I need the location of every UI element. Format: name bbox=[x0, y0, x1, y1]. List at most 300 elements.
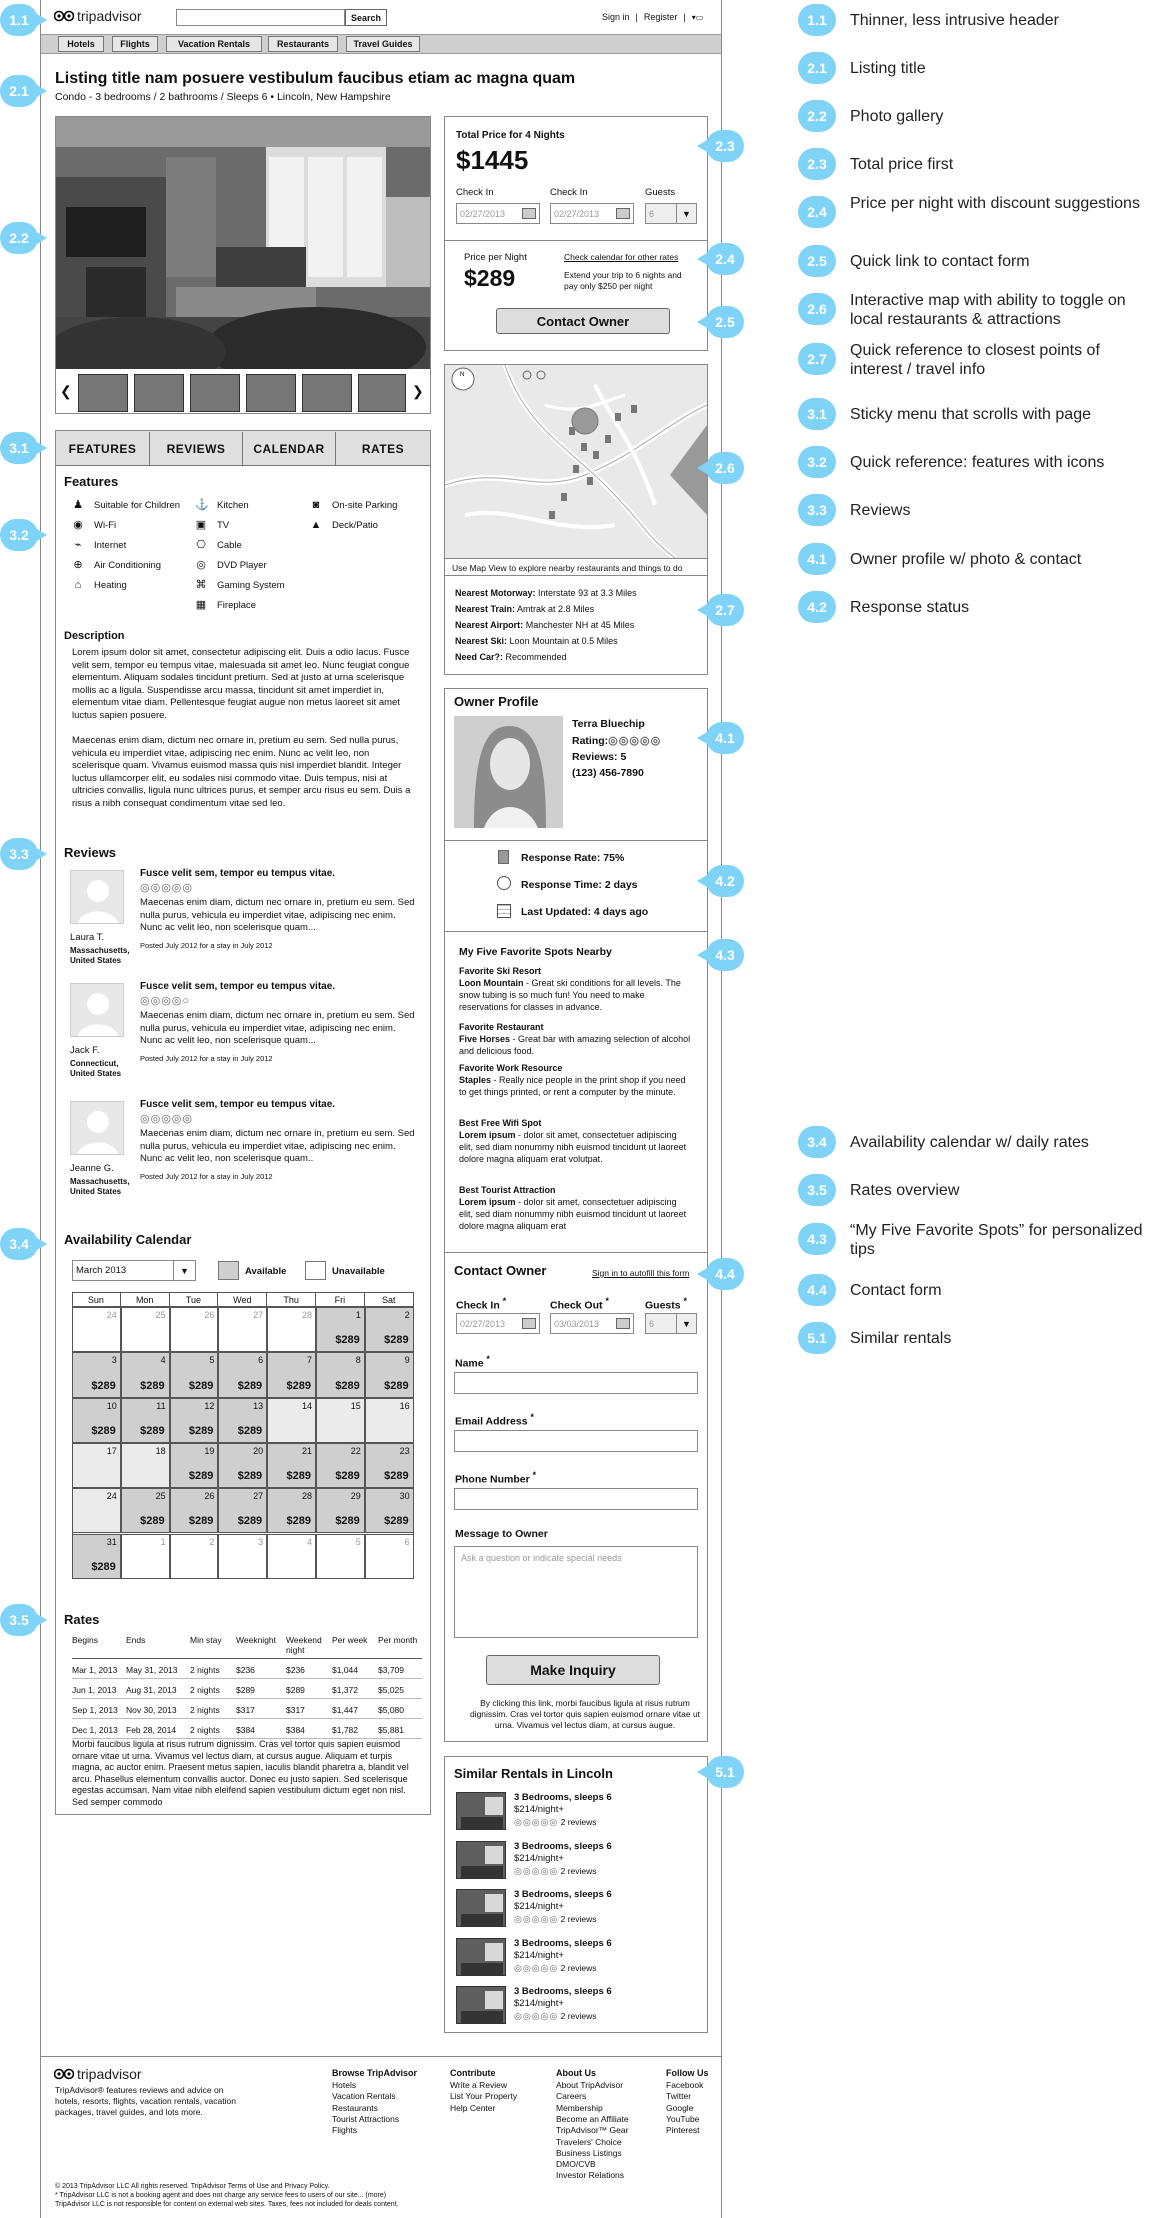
calendar-icon[interactable] bbox=[616, 1318, 630, 1329]
description-title: Description bbox=[64, 630, 125, 642]
footer-link[interactable]: Twitter bbox=[666, 2091, 692, 2102]
similar-rating bbox=[514, 1817, 597, 1828]
calendar-day[interactable] bbox=[170, 1398, 219, 1443]
footer-link[interactable]: TripAdvisor™ Gear bbox=[556, 2125, 629, 2136]
feature-item bbox=[195, 518, 229, 532]
legend-text: Similar rentals bbox=[850, 1330, 952, 1347]
day-rate: $289 bbox=[188, 1379, 214, 1392]
divider bbox=[445, 558, 707, 559]
callout-badge: 2.3 bbox=[706, 130, 744, 162]
legal-line: © 2013 TripAdvisor LLC All rights reserved. TripAdvisor Terms of Use and Privacy Policy. bbox=[55, 2183, 330, 2190]
search-input[interactable] bbox=[176, 9, 345, 26]
legend-text: Price per night with discount suggestions bbox=[850, 195, 1140, 212]
day-rate: $289 bbox=[384, 1334, 409, 1347]
rates-row bbox=[72, 1659, 422, 1679]
footer-link[interactable]: Hotels bbox=[332, 2080, 357, 2090]
calendar-day[interactable] bbox=[267, 1352, 316, 1397]
feature-label: Gaming System bbox=[217, 579, 285, 591]
contact-checkout-input[interactable]: 03/03/2013 bbox=[550, 1313, 634, 1334]
gallery-thumb[interactable] bbox=[246, 374, 296, 412]
calendar-day[interactable] bbox=[218, 1398, 267, 1443]
rates-cell: May 31, 2013 bbox=[126, 1665, 178, 1675]
day-number: 4 bbox=[160, 1355, 166, 1366]
similar-stars: ◎◎◎◎◎ bbox=[514, 1914, 559, 1924]
calendar-day[interactable] bbox=[365, 1488, 414, 1533]
calendar-day[interactable] bbox=[267, 1534, 316, 1579]
rates-column-header: Weekend night bbox=[286, 1635, 322, 1655]
calendar-day[interactable] bbox=[316, 1352, 365, 1397]
name-field[interactable] bbox=[454, 1372, 698, 1394]
calendar-icon bbox=[497, 904, 511, 918]
dvd-icon: ◎ bbox=[196, 559, 206, 571]
nav-vacation-rentals[interactable]: Vacation Rentals bbox=[166, 36, 262, 52]
similar-thumb[interactable] bbox=[456, 1841, 506, 1879]
legend-badge: 4.3 bbox=[798, 1223, 836, 1255]
feature-label: Fireplace bbox=[217, 599, 257, 611]
logo[interactable] bbox=[54, 8, 142, 24]
footer-link[interactable]: Pinterest bbox=[666, 2125, 700, 2136]
tab-reviews[interactable]: REVIEWS bbox=[150, 432, 243, 466]
calendar-day[interactable] bbox=[365, 1398, 414, 1443]
review-headline[interactable]: Fusce velit sem, tempor eu tempus vitae. bbox=[140, 868, 336, 879]
callout-badge: 2.5 bbox=[706, 306, 744, 338]
rates-column-header: Per month bbox=[378, 1635, 418, 1645]
day-rate: $289 bbox=[91, 1424, 116, 1437]
guests-select[interactable]: 6 ▼ bbox=[645, 203, 697, 224]
register-link[interactable]: Register bbox=[643, 12, 678, 22]
feature-label: Deck/Patio bbox=[332, 519, 378, 531]
similar-thumb[interactable] bbox=[456, 1889, 506, 1927]
callout-badge: 4.1 bbox=[706, 722, 744, 754]
calendar-day[interactable] bbox=[121, 1398, 170, 1443]
day-rate: $289 bbox=[286, 1515, 311, 1528]
gallery-thumb[interactable] bbox=[302, 374, 352, 412]
calendar-day[interactable] bbox=[170, 1352, 219, 1397]
calendar-day[interactable] bbox=[121, 1443, 170, 1488]
map-view[interactable] bbox=[445, 365, 707, 558]
day-number: 10 bbox=[106, 1400, 117, 1411]
footer-link[interactable]: YouTube bbox=[666, 2113, 700, 2124]
calendar-day[interactable] bbox=[316, 1307, 365, 1352]
calendar-day[interactable] bbox=[218, 1352, 267, 1397]
feature-item bbox=[310, 498, 397, 512]
footer-link[interactable]: Restaurants bbox=[332, 2102, 378, 2113]
contact-title: Contact Owner bbox=[454, 1263, 547, 1278]
calendar-icon[interactable] bbox=[522, 208, 536, 219]
calendar-day[interactable] bbox=[316, 1398, 365, 1443]
similar-thumb[interactable] bbox=[456, 1986, 506, 2024]
spot-name: Five Horses bbox=[459, 1034, 511, 1044]
review-posted: Posted July 2012 for a stay in July 2012 bbox=[140, 941, 273, 950]
calendar-day[interactable] bbox=[170, 1488, 219, 1533]
day-number: 6 bbox=[404, 1536, 410, 1547]
calendar-day[interactable] bbox=[316, 1488, 365, 1533]
checkout-date-input[interactable]: 02/27/2013 bbox=[550, 203, 634, 224]
spot-name: Lorem ipsum bbox=[459, 1130, 516, 1140]
message-textarea[interactable]: Ask a question or indicate special needs bbox=[454, 1546, 698, 1638]
calendar-day[interactable] bbox=[316, 1534, 365, 1579]
nearest-label: Nearest Airport: bbox=[455, 620, 524, 630]
nearest-item bbox=[455, 604, 594, 614]
gallery-thumb[interactable] bbox=[134, 374, 184, 412]
rates-row bbox=[72, 1679, 422, 1699]
day-number: 11 bbox=[156, 1400, 166, 1411]
footer-link[interactable]: Facebook bbox=[666, 2080, 704, 2090]
feature-label: Heating bbox=[94, 579, 127, 591]
thermometer-icon: ⊕ bbox=[73, 559, 83, 571]
spot-category: Favorite Work Resource bbox=[459, 1063, 563, 1073]
calendar-day[interactable] bbox=[72, 1534, 121, 1579]
footer-link[interactable]: Vacation Rentals bbox=[332, 2091, 396, 2102]
footer-logo[interactable] bbox=[54, 2066, 142, 2082]
similar-rating bbox=[514, 1914, 597, 1925]
rates-cell: $236 bbox=[236, 1665, 255, 1675]
feature-item bbox=[72, 538, 126, 552]
map-caption: Use Map View to explore nearby restaurants and things to do bbox=[452, 563, 683, 573]
nav-travel-guides[interactable]: Travel Guides bbox=[346, 36, 420, 52]
calendar-day[interactable] bbox=[218, 1307, 267, 1352]
contact-owner-button[interactable]: Contact Owner bbox=[496, 308, 670, 334]
calendar-day[interactable] bbox=[267, 1307, 316, 1352]
callout-badge: 3.2 bbox=[0, 519, 38, 551]
calendar-day[interactable] bbox=[72, 1398, 121, 1443]
legend-badge: 2.5 bbox=[798, 245, 836, 277]
day-rate: $289 bbox=[237, 1424, 263, 1437]
legend-text: Quick link to contact form bbox=[850, 253, 1030, 270]
feature-label: Wi-Fi bbox=[94, 519, 117, 531]
autofill-link[interactable]: Sign in to autofill this form bbox=[592, 1268, 690, 1278]
rates-cell: Mar 1, 2013 bbox=[72, 1665, 118, 1675]
similar-title-link[interactable]: 3 Bedrooms, sleeps 6 bbox=[514, 1986, 612, 1997]
sign-in-link[interactable]: Sign in bbox=[602, 12, 630, 22]
gallery-next-icon[interactable]: ❯ bbox=[412, 383, 424, 399]
search-button[interactable]: Search bbox=[345, 9, 387, 26]
reviewer-name: Jack F. bbox=[70, 1045, 100, 1056]
calendar-day[interactable] bbox=[365, 1352, 414, 1397]
owner-title: Owner Profile bbox=[454, 694, 539, 709]
tab-rates[interactable]: RATES bbox=[361, 442, 405, 456]
legend-badge: 2.7 bbox=[798, 343, 836, 375]
calendar-day[interactable] bbox=[218, 1443, 267, 1488]
contact-checkin-input[interactable]: 02/27/2013 bbox=[456, 1313, 540, 1334]
footer-column-head: About Us bbox=[556, 2068, 596, 2078]
gaming-icon: ⌘ bbox=[195, 579, 207, 591]
callout-badge: 2.6 bbox=[706, 452, 744, 484]
day-number: 7 bbox=[306, 1355, 312, 1366]
day-number: 27 bbox=[253, 1491, 264, 1502]
phone-field[interactable] bbox=[454, 1488, 698, 1510]
review-posted: Posted July 2012 for a stay in July 2012 bbox=[140, 1054, 273, 1063]
wifi-icon: ◉ bbox=[73, 519, 83, 531]
spot-description: - Really nice people in the print shop if you need to get things printed, or rent a computer by the minute. bbox=[459, 1075, 686, 1097]
spot-text bbox=[459, 978, 691, 1013]
calendar-day[interactable] bbox=[316, 1443, 365, 1488]
footer-link[interactable]: Travelers' Choice bbox=[556, 2136, 622, 2147]
guests-label: Guests bbox=[645, 187, 676, 198]
similar-title-link[interactable]: 3 Bedrooms, sleeps 6 bbox=[514, 1937, 612, 1949]
features-title: Features bbox=[64, 474, 119, 489]
day-number: 1 bbox=[355, 1310, 361, 1320]
day-number: 13 bbox=[253, 1400, 264, 1411]
legend-badge: 2.4 bbox=[798, 196, 836, 228]
legal-line: TripAdvisor LLC is not responsible for content on external web sites. Taxes, fees not included for deals content. bbox=[55, 2201, 399, 2208]
calendar-day[interactable] bbox=[121, 1488, 170, 1533]
day-number: 20 bbox=[253, 1445, 264, 1456]
chevron-down-icon: ▼ bbox=[173, 1261, 195, 1280]
day-rate: $289 bbox=[335, 1470, 360, 1483]
footer-logo-text: tripadvisor bbox=[77, 2066, 142, 2082]
legend-text: Owner profile w/ photo & contact bbox=[850, 551, 1082, 568]
day-number: 16 bbox=[399, 1400, 410, 1411]
calendar-icon[interactable] bbox=[616, 208, 630, 219]
review-stars: ◎◎◎◎○ bbox=[140, 995, 191, 1007]
footer-link[interactable]: About TripAdvisor bbox=[556, 2080, 624, 2090]
unavailable-swatch bbox=[305, 1261, 326, 1280]
legend-badge: 2.3 bbox=[798, 148, 836, 180]
rates-column-header: Per week bbox=[332, 1635, 368, 1645]
footer-link[interactable]: List Your Property bbox=[450, 2091, 518, 2102]
calendar-day[interactable] bbox=[267, 1398, 316, 1443]
day-number: 25 bbox=[155, 1310, 166, 1320]
month-select[interactable]: March 2013 ▼ bbox=[72, 1260, 196, 1281]
feature-item bbox=[195, 578, 285, 592]
legend-badge: 3.4 bbox=[798, 1126, 836, 1158]
chevron-down-icon: ▼ bbox=[676, 204, 696, 223]
footer-link[interactable]: Tourist Attractions bbox=[332, 2113, 400, 2124]
footer-blurb: TripAdvisor® features reviews and advice on hotels, resorts, flights, vacation rentals, vacation packages, travel guides, and lots more. bbox=[55, 2085, 236, 2117]
day-number: 27 bbox=[253, 1310, 264, 1320]
reviews-title: Reviews bbox=[64, 845, 117, 860]
similar-title-link[interactable]: 3 Bedrooms, sleeps 6 bbox=[514, 1840, 612, 1852]
tab-features[interactable]: FEATURES bbox=[56, 432, 150, 466]
email-field[interactable] bbox=[454, 1430, 698, 1452]
owner-reviews: Reviews: 5 bbox=[572, 751, 627, 763]
footer-link[interactable]: Flights bbox=[332, 2125, 358, 2136]
feature-item bbox=[72, 518, 116, 532]
calendar-day[interactable] bbox=[218, 1488, 267, 1533]
footer-link[interactable]: DMO/CVB bbox=[556, 2159, 596, 2170]
rates-cell: Feb 28, 2014 bbox=[126, 1725, 177, 1735]
similar-stars: ◎◎◎◎◎ bbox=[514, 1962, 559, 1973]
day-number: 26 bbox=[204, 1491, 215, 1502]
rates-row bbox=[72, 1719, 422, 1739]
calendar-title: Availability Calendar bbox=[64, 1232, 192, 1247]
rates-cell: Jun 1, 2013 bbox=[72, 1685, 117, 1695]
legal-line: * TripAdvisor LLC is not a booking agent and does not charge any service fees to users of our site... (more) bbox=[55, 2192, 387, 2199]
listing-title: Listing title nam posuere vestibulum faucibus etiam ac magna quam bbox=[55, 70, 576, 87]
day-number: 23 bbox=[399, 1445, 410, 1456]
day-rate: $289 bbox=[384, 1515, 409, 1528]
svg-text:N: N bbox=[460, 372, 465, 378]
reviewer-avatar bbox=[70, 983, 124, 1037]
day-number: 28 bbox=[301, 1310, 312, 1320]
day-rate: $289 bbox=[335, 1379, 360, 1392]
legend-text: Quick reference: features with icons bbox=[850, 454, 1105, 471]
calendar-weekday: Mon bbox=[121, 1293, 170, 1307]
spots-title: My Five Favorite Spots Nearby bbox=[459, 946, 612, 958]
legend-text: Listing title bbox=[850, 60, 926, 77]
owner-name: Terra Bluechip bbox=[572, 718, 645, 730]
total-label: Total Price for 4 Nights bbox=[456, 130, 565, 141]
tab-calendar[interactable]: CALENDAR bbox=[243, 432, 336, 466]
owner-phone: (123) 456-7890 bbox=[572, 767, 644, 779]
review-stars: ◎◎◎◎◎ bbox=[140, 1113, 193, 1125]
name-label: Name bbox=[455, 1357, 484, 1370]
email-label: Email Address bbox=[455, 1415, 528, 1428]
calendar-day[interactable] bbox=[170, 1443, 219, 1488]
response-rate-icon bbox=[498, 850, 509, 864]
day-number: 19 bbox=[204, 1445, 215, 1456]
checkin-date-input[interactable]: 02/27/2013 bbox=[456, 203, 540, 224]
day-number: 12 bbox=[204, 1400, 215, 1411]
similar-thumb[interactable] bbox=[456, 1938, 506, 1976]
tv-icon: ▣ bbox=[195, 519, 207, 531]
clock-icon bbox=[497, 876, 511, 890]
divider bbox=[445, 931, 707, 932]
day-number: 31 bbox=[106, 1536, 117, 1547]
contact-disclaimer: By clicking this link, morbi faucibus ligula at risus rutrum dignissim. Cras vel tortor quis sapien euismod ornare vitae ut urna. Vivamus vel lectus diam, at cursus augue. bbox=[469, 1698, 701, 1730]
divider bbox=[445, 240, 707, 241]
calendar-weekday: Thu bbox=[267, 1293, 316, 1307]
footer-link[interactable]: Become an Affiliate bbox=[556, 2113, 629, 2124]
footer-link[interactable]: Business Listings bbox=[556, 2147, 622, 2158]
feature-item bbox=[195, 498, 249, 512]
calendar-day[interactable] bbox=[121, 1352, 170, 1397]
calendar-day[interactable] bbox=[365, 1443, 414, 1488]
rates-cell: $3,709 bbox=[378, 1665, 404, 1675]
footer-link[interactable]: Careers bbox=[556, 2091, 587, 2102]
calendar-day[interactable] bbox=[170, 1534, 219, 1579]
calendar-day[interactable] bbox=[72, 1488, 121, 1533]
day-number: 26 bbox=[204, 1310, 215, 1320]
response-rate: Response Rate: 75% bbox=[521, 852, 625, 864]
footer-link[interactable]: Membership bbox=[556, 2102, 603, 2113]
feature-item bbox=[195, 598, 256, 612]
checkin-label: Check In bbox=[456, 187, 494, 198]
reviewer-avatar bbox=[70, 1101, 124, 1155]
feature-label: Air Conditioning bbox=[94, 559, 162, 571]
calendar-day[interactable] bbox=[365, 1307, 414, 1352]
spot-name: Loon Mountain bbox=[459, 978, 524, 988]
callout-badge: 3.4 bbox=[0, 1228, 38, 1260]
calendar-day[interactable] bbox=[267, 1443, 316, 1488]
day-rate: $289 bbox=[237, 1515, 263, 1528]
day-number: 1 bbox=[160, 1536, 166, 1547]
flag-dropdown-icon[interactable]: ▾▭ bbox=[691, 12, 704, 22]
gallery-prev-icon[interactable]: ❮ bbox=[60, 383, 72, 399]
legend-badge: 4.2 bbox=[798, 591, 836, 623]
day-rate: $289 bbox=[237, 1470, 263, 1483]
day-number: 3 bbox=[111, 1355, 117, 1366]
calendar-day[interactable] bbox=[218, 1534, 267, 1579]
similar-title-link[interactable]: 3 Bedrooms, sleeps 6 bbox=[514, 1889, 612, 1900]
feature-item bbox=[195, 538, 242, 552]
day-number: 9 bbox=[404, 1355, 410, 1366]
callout-badge: 3.5 bbox=[0, 1604, 38, 1636]
footer-link[interactable]: Investor Relations bbox=[556, 2170, 625, 2181]
rates-cell: $5,080 bbox=[378, 1705, 404, 1715]
internet-icon: ⌁ bbox=[74, 539, 82, 551]
divider bbox=[41, 2056, 721, 2057]
similar-thumb[interactable] bbox=[456, 1792, 506, 1830]
gallery-thumb[interactable] bbox=[358, 374, 406, 412]
review-body: Maecenas enim diam, dictum nec ornare in, pretium eu sem. Sed nulla purus, vehicula eu imperdiet vitae, adipiscing nec enim. Nunc ac velit leo, non scelerisque quam.. bbox=[140, 1128, 415, 1164]
legend-badge: 3.1 bbox=[798, 398, 836, 430]
calendar-weekday: Wed bbox=[218, 1293, 267, 1307]
calendar-day[interactable] bbox=[121, 1534, 170, 1579]
footer-column-head: Contribute bbox=[450, 2068, 496, 2078]
make-inquiry-button[interactable]: Make Inquiry bbox=[486, 1655, 660, 1685]
gallery-thumb[interactable] bbox=[190, 374, 240, 412]
similar-stars: ◎◎◎◎◎ bbox=[514, 1817, 559, 1827]
calendar-day[interactable] bbox=[267, 1488, 316, 1533]
feature-label: Cable bbox=[217, 539, 242, 551]
gallery-thumb[interactable] bbox=[78, 374, 128, 412]
calendar-day[interactable] bbox=[170, 1307, 219, 1352]
footer-link[interactable]: Write a Review bbox=[450, 2080, 507, 2090]
similar-title-link[interactable]: 3 Bedrooms, sleeps 6 bbox=[514, 1792, 612, 1803]
similar-reviews: 2 reviews bbox=[560, 2011, 597, 2021]
calendar-day[interactable] bbox=[121, 1307, 170, 1352]
footer-link[interactable]: Help Center bbox=[450, 2102, 496, 2113]
review-headline[interactable]: Fusce velit sem, tempor eu tempus vitae. bbox=[140, 1099, 336, 1110]
calendar-day[interactable] bbox=[365, 1534, 414, 1579]
available-label: Available bbox=[245, 1266, 287, 1277]
rates-cell: 2 nights bbox=[190, 1725, 220, 1735]
calendar-icon[interactable] bbox=[522, 1318, 536, 1329]
day-rate: $289 bbox=[335, 1515, 360, 1528]
review-headline[interactable]: Fusce velit sem, tempor eu tempus vitae. bbox=[140, 981, 336, 992]
spot-category: Best Tourist Attraction bbox=[459, 1185, 556, 1195]
day-rate: $289 bbox=[335, 1334, 360, 1347]
calendar-weekday: Tue bbox=[170, 1293, 219, 1307]
footer-link[interactable]: Google bbox=[666, 2102, 694, 2113]
spot-description: - dolor sit amet, consectetuer adipiscing elit, sed diam nonummy nibh euismod tincidunt ut laoreet dolore magna aliquam erat volutpat. bbox=[459, 1130, 687, 1164]
calendar-day[interactable] bbox=[72, 1352, 121, 1397]
rates-row bbox=[72, 1699, 422, 1719]
legend-text: Reviews bbox=[850, 502, 911, 519]
reviewer-name: Laura T. bbox=[70, 932, 105, 943]
contact-checkout-label: Check Out bbox=[550, 1299, 603, 1312]
rates-cell: $236 bbox=[286, 1665, 305, 1675]
nav-flights[interactable]: Flights bbox=[112, 36, 158, 52]
nav-restaurants[interactable]: Restaurants bbox=[268, 36, 338, 52]
day-number: 28 bbox=[301, 1491, 312, 1502]
nearest-item bbox=[455, 620, 634, 630]
callout-badge: 3.3 bbox=[0, 838, 38, 870]
contact-guests-select[interactable]: 6 ▼ bbox=[645, 1313, 697, 1334]
rates-cell: Dec 1, 2013 bbox=[72, 1725, 118, 1735]
unavailable-label: Unavailable bbox=[332, 1266, 385, 1277]
legend-badge: 3.5 bbox=[798, 1174, 836, 1206]
day-number: 15 bbox=[350, 1400, 361, 1411]
legend-text: Quick reference to closest points of interest / travel info bbox=[850, 342, 1100, 378]
day-number: 4 bbox=[306, 1536, 312, 1547]
feature-label: TV bbox=[217, 519, 230, 531]
similar-price: $214/night+ bbox=[514, 1998, 564, 2009]
day-rate: $289 bbox=[91, 1379, 116, 1392]
day-rate: $289 bbox=[286, 1470, 311, 1483]
callout-badge: 3.1 bbox=[0, 432, 38, 464]
spot-text bbox=[459, 1034, 691, 1058]
check-calendar-link[interactable]: Check calendar for other rates bbox=[564, 252, 679, 262]
rates-cell: $384 bbox=[236, 1725, 255, 1735]
calendar-day[interactable] bbox=[72, 1307, 121, 1352]
main-photo[interactable] bbox=[56, 117, 430, 369]
nav-hotels[interactable]: Hotels bbox=[58, 36, 104, 52]
calendar-day[interactable] bbox=[72, 1443, 121, 1488]
owl-logo-icon bbox=[54, 2068, 74, 2080]
